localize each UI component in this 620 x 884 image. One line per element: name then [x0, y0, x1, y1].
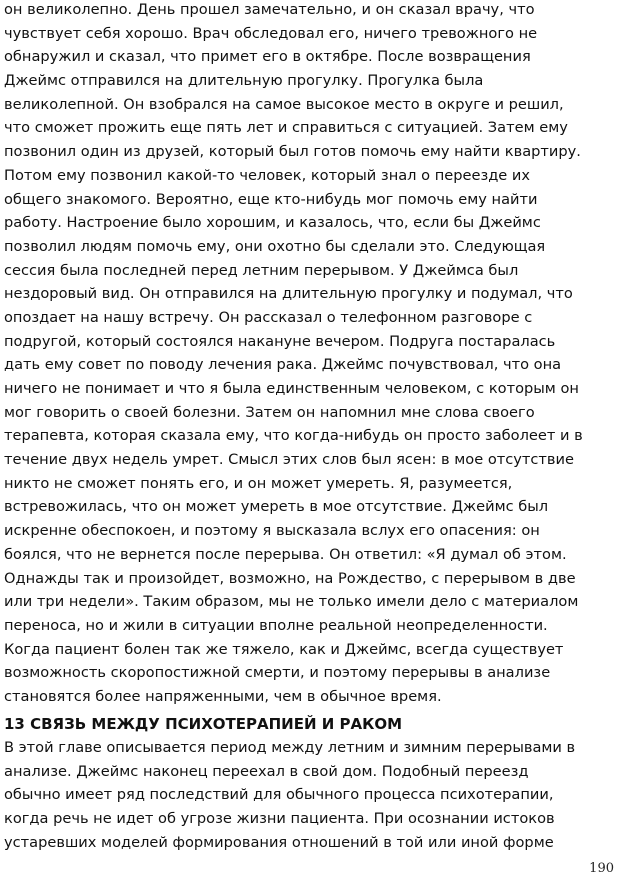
text-line: искренне обеспокоен, и поэтому я высказала вслух его опасения: он: [4, 522, 540, 540]
text-line: дать ему совет по поводу лечения рака. Джеймс почувствовал, что она: [4, 356, 562, 374]
text-line: мог говорить о своей болезни. Затем он напомнил мне слова своего: [4, 403, 535, 421]
text-line: Потом ему позвонил какой-то человек, который знал о переезде их: [4, 166, 531, 184]
text-line: обычно имеет ряд последствий для обычного процесса психотерапии,: [4, 786, 554, 804]
text-line: когда речь не идет об угрозе жизни пациента. При осознании истоков: [4, 810, 555, 828]
text-line: анализе. Джеймс наконец переехал в свой дом. Подобный переезд: [4, 762, 529, 780]
text-line: общего знакомого. Вероятно, еще кто-нибудь мог помочь ему найти: [4, 190, 538, 208]
text-line: позволил людям помочь ему, они охотно бы сделали это. Следующая: [4, 237, 546, 255]
text-line: возможность скоропостижной смерти, и поэтому перерывы в анализе: [4, 664, 551, 682]
text-line: подругой, который состоялся накануне вечером. Подруга постаралась: [4, 332, 556, 350]
text-line: никто не сможет понять его, и он может умереть. Я, разумеется,: [4, 474, 513, 492]
page-number: 190: [589, 861, 614, 876]
text-line: переноса, но и жили в ситуации вполне реальной неопределенности.: [4, 616, 548, 634]
text-line: Когда пациент болен так же тяжело, как и Джеймс, всегда существует: [4, 640, 564, 658]
text-line: Однажды так и произойдет, возможно, на Рождество, с перерывом в две: [4, 569, 576, 587]
body-paragraph-1: [4, 0, 618, 709]
text-line: устаревших моделей формирования отношений в той или иной форме: [4, 833, 554, 851]
body-paragraph-2: [4, 736, 618, 854]
text-line: Джеймс отправился на длительную прогулку. Прогулка была: [4, 72, 484, 90]
text-line: позвонил один из друзей, который был готов помочь ему найти квартиру.: [4, 143, 581, 161]
text-line: боялся, что не вернется после перерыва. Он ответил: «Я думал об этом.: [4, 545, 567, 563]
text-line: В этой главе описывается период между летним и зимним перерывами в: [4, 739, 576, 756]
text-line: он великолепно. День прошел замечательно, и он сказал врачу, что: [4, 1, 535, 18]
text-line: ничего не понимает и что я была единственным человеком, с которым он: [4, 380, 579, 397]
text-line: сессия была последней перед летним перерывом. У Джеймса был: [4, 261, 519, 279]
text-line: что сможет прожить еще пять лет и справиться с ситуацией. Затем ему: [4, 119, 568, 137]
text-line: или три недели». Таким образом, мы не только имели дело с материалом: [4, 593, 579, 611]
text-line: великолепной. Он взобрался на самое высокое место в округе и решил,: [4, 95, 564, 113]
text-line: обнаружил и сказал, что примет его в октябре. После возвращения: [4, 48, 531, 66]
text-line: работу. Настроение было хорошим, и казалось, что, если бы Джеймс: [4, 214, 541, 232]
text-line: терапевта, которая сказала ему, что когда-нибудь он просто заболеет и в: [4, 427, 583, 445]
text-line: встревожилась, что он может умереть в мое отсутствие. Джеймс был: [4, 498, 549, 516]
text-line: становятся более напряженными, чем в обычное время.: [4, 687, 442, 705]
chapter-heading: 13 СВЯЗЬ МЕЖДУ ПСИХОТЕРАПИЕЙ И РАКОМ: [4, 715, 403, 733]
text-line: нездоровый вид. Он отправился на длительную прогулку и подумал, что: [4, 285, 573, 303]
text-line: течение двух недель умрет. Смысл этих слов был ясен: в мое отсутствие: [4, 451, 574, 469]
text-line: чувствует себя хорошо. Врач обследовал его, ничего тревожного не: [4, 24, 538, 42]
text-line: опоздает на нашу встречу. Он рассказал о телефонном разговоре с: [4, 308, 533, 326]
